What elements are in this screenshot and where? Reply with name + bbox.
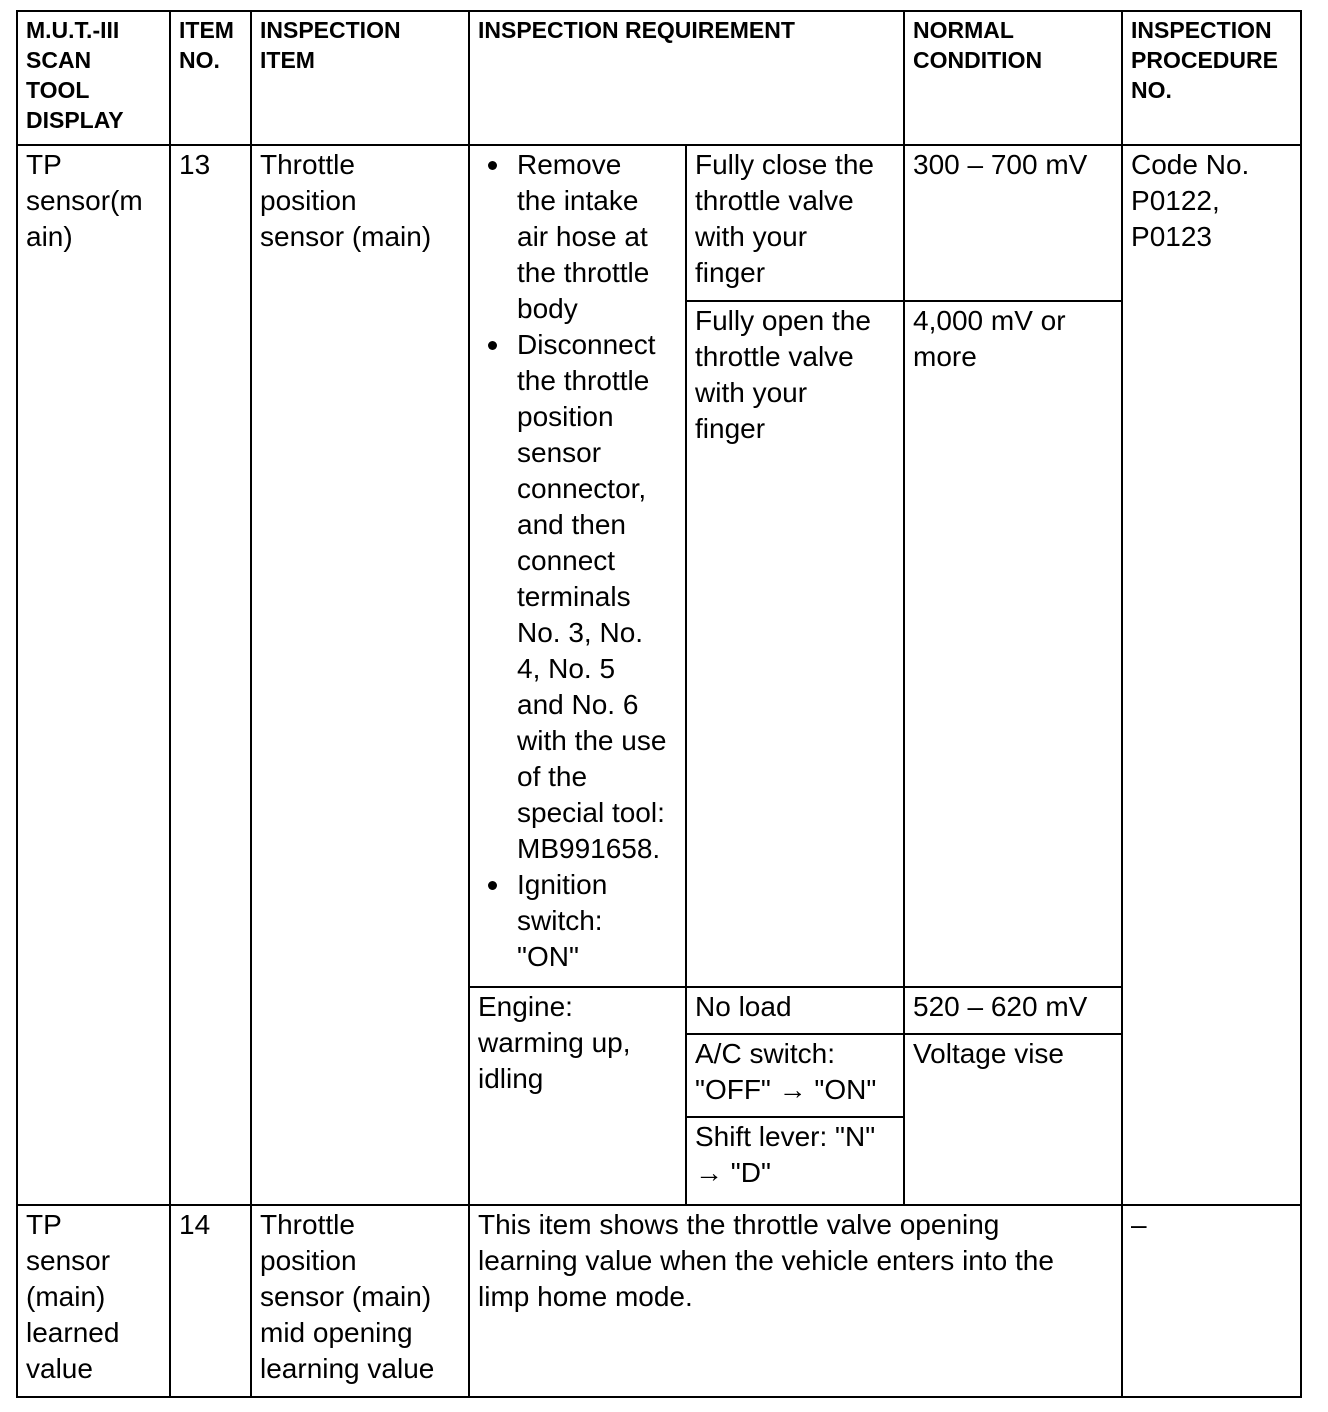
normal-voltage-vise: Voltage vise	[904, 1034, 1122, 1205]
row-13-procedure: Code No. P0122, P0123	[1122, 145, 1301, 1205]
row-14-procedure: –	[1122, 1205, 1301, 1397]
normal-fully-open: 4,000 mV or more	[904, 301, 1122, 987]
row-13-item-no: 13	[170, 145, 251, 1205]
setup-step: Remove the intake air hose at the throttle body	[478, 147, 677, 327]
cond-ac-switch: A/C switch: "OFF" → "ON"	[686, 1034, 904, 1117]
row-14-description: This item shows the throttle valve opening learning value when the vehicle enters into the limp home mode.	[469, 1205, 1122, 1397]
cond-fully-open: Fully open the throttle valve with your finger	[686, 301, 904, 987]
setup-list	[478, 147, 677, 975]
normal-fully-close: 300 – 700 mV	[904, 145, 1122, 301]
cond-fully-close: Fully close the throttle valve with your finger	[686, 145, 904, 301]
row-13-item: Throttle position sensor (main)	[251, 145, 469, 1205]
header-inspection-requirement: INSPECTION REQUIREMENT	[469, 11, 904, 145]
header-row	[17, 11, 1301, 145]
cond-shift-lever: Shift lever: "N" → "D"	[686, 1117, 904, 1205]
row-13-engine: Engine: warming up, idling	[469, 987, 686, 1205]
header-item-no: ITEM NO.	[170, 11, 251, 145]
row-13-close	[17, 145, 1301, 301]
cond-no-load: No load	[686, 987, 904, 1034]
normal-no-load: 520 – 620 mV	[904, 987, 1122, 1034]
header-normal-condition: NORMAL CONDITION	[904, 11, 1122, 145]
setup-step: Disconnect the throttle position sensor connector, and then connect terminals No. 3, No. 4, No. 5 and No. 6 with the use of the special tool: MB991658.	[478, 327, 677, 867]
row-13-setup	[469, 145, 686, 987]
row-13-display: TP sensor(m ain)	[17, 145, 170, 1205]
setup-step: Ignition switch: "ON"	[478, 867, 677, 975]
row-14	[17, 1205, 1301, 1397]
row-14-item-no: 14	[170, 1205, 251, 1397]
row-14-item: Throttle position sensor (main) mid opening learning value	[251, 1205, 469, 1397]
row-14-display: TP sensor (main) learned value	[17, 1205, 170, 1397]
header-scan-tool-display: M.U.T.-III SCAN TOOL DISPLAY	[17, 11, 170, 145]
inspection-table	[16, 10, 1302, 1398]
header-inspection-item: INSPECTION ITEM	[251, 11, 469, 145]
header-inspection-procedure: INSPECTION PROCEDURE NO.	[1122, 11, 1301, 145]
